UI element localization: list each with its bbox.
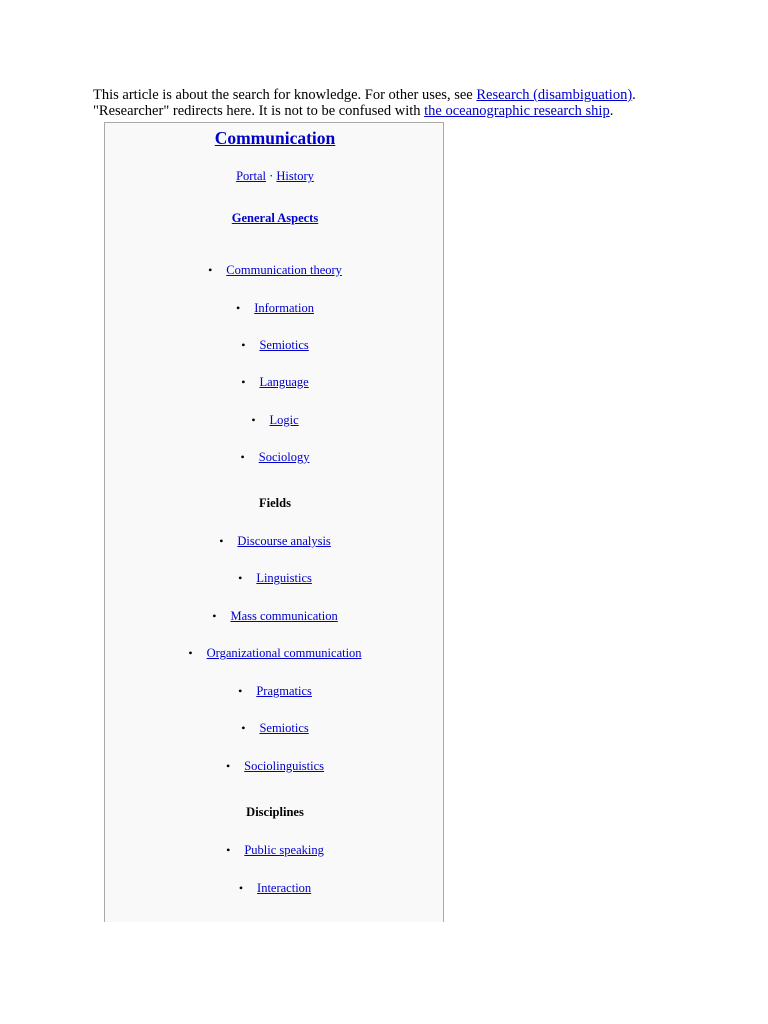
- discourse-analysis-link[interactable]: Discourse analysis: [237, 534, 331, 548]
- bullet-icon: •: [240, 450, 245, 464]
- bullet-icon: •: [241, 375, 246, 389]
- list-item: [105, 534, 445, 549]
- bullet-icon: •: [241, 721, 246, 735]
- disciplines-heading: Disciplines: [246, 805, 304, 819]
- list-item: [105, 646, 445, 661]
- list-item: [105, 881, 445, 896]
- hatnote-period: .: [609, 103, 614, 119]
- public-speaking-link[interactable]: Public speaking: [244, 843, 324, 857]
- communication-theory-link[interactable]: Communication theory: [226, 263, 342, 277]
- navbox-portal-history: [105, 169, 445, 184]
- language-link[interactable]: Language: [259, 375, 309, 389]
- list-item: [105, 843, 445, 858]
- communication-title-link[interactable]: Communication: [214, 128, 336, 148]
- information-link[interactable]: Information: [254, 301, 314, 315]
- semiotics-link[interactable]: Semiotics: [259, 338, 309, 352]
- list-item: [105, 338, 445, 353]
- research-ship-link[interactable]: the oceanographic research ship: [424, 103, 610, 119]
- list-item: [105, 301, 445, 316]
- communication-navbox: [104, 122, 444, 922]
- linguistics-link[interactable]: Linguistics: [256, 571, 312, 585]
- list-item: [105, 609, 445, 624]
- bullet-icon: •: [188, 646, 193, 660]
- bullet-icon: •: [238, 571, 243, 585]
- semiotics-field-link[interactable]: Semiotics: [259, 721, 309, 735]
- sociology-link[interactable]: Sociology: [258, 450, 310, 464]
- bullet-icon: •: [225, 759, 231, 773]
- bullet-icon: •: [241, 338, 246, 352]
- separator: ·: [265, 169, 277, 183]
- navbox-title: [105, 128, 445, 149]
- research-disambiguation-link[interactable]: Research (disambiguation): [476, 87, 633, 103]
- list-item: [105, 571, 445, 586]
- list-item: [105, 721, 445, 736]
- portal-link[interactable]: Portal: [236, 169, 266, 183]
- bullet-icon: •: [238, 881, 244, 895]
- fields-heading: Fields: [259, 496, 291, 510]
- hatnote-line-2: [93, 103, 636, 119]
- general-aspects-heading: [105, 211, 445, 226]
- bullet-icon: •: [238, 684, 243, 698]
- bullet-icon: •: [236, 301, 241, 315]
- hatnote-text: "Researcher" redirects here. It is not to be confused with: [93, 103, 425, 119]
- list-item: [105, 684, 445, 699]
- bullet-icon: •: [226, 843, 231, 857]
- history-link[interactable]: History: [276, 169, 314, 183]
- interaction-link[interactable]: Interaction: [257, 881, 312, 895]
- bullet-icon: •: [212, 609, 217, 623]
- general-aspects-link[interactable]: General Aspects: [231, 211, 319, 225]
- hatnote: [93, 87, 636, 119]
- hatnote-text: This article is about the search for knowledge. For other uses, see: [93, 87, 477, 103]
- hatnote-line-1: [93, 87, 636, 103]
- hatnote-period: .: [632, 87, 636, 103]
- list-item: [105, 263, 445, 278]
- bullet-icon: •: [219, 534, 224, 548]
- list-item: [105, 759, 445, 774]
- bullet-icon: •: [208, 263, 213, 277]
- list-item: [105, 375, 445, 390]
- bullet-icon: •: [251, 413, 256, 427]
- mass-communication-link[interactable]: Mass communication: [230, 609, 338, 623]
- logic-link[interactable]: Logic: [269, 413, 299, 427]
- organizational-communication-link[interactable]: Organizational communication: [206, 646, 362, 660]
- list-item: [105, 450, 445, 465]
- sociolinguistics-link[interactable]: Sociolinguistics: [244, 759, 325, 773]
- list-item: [105, 413, 445, 428]
- pragmatics-link[interactable]: Pragmatics: [256, 684, 312, 698]
